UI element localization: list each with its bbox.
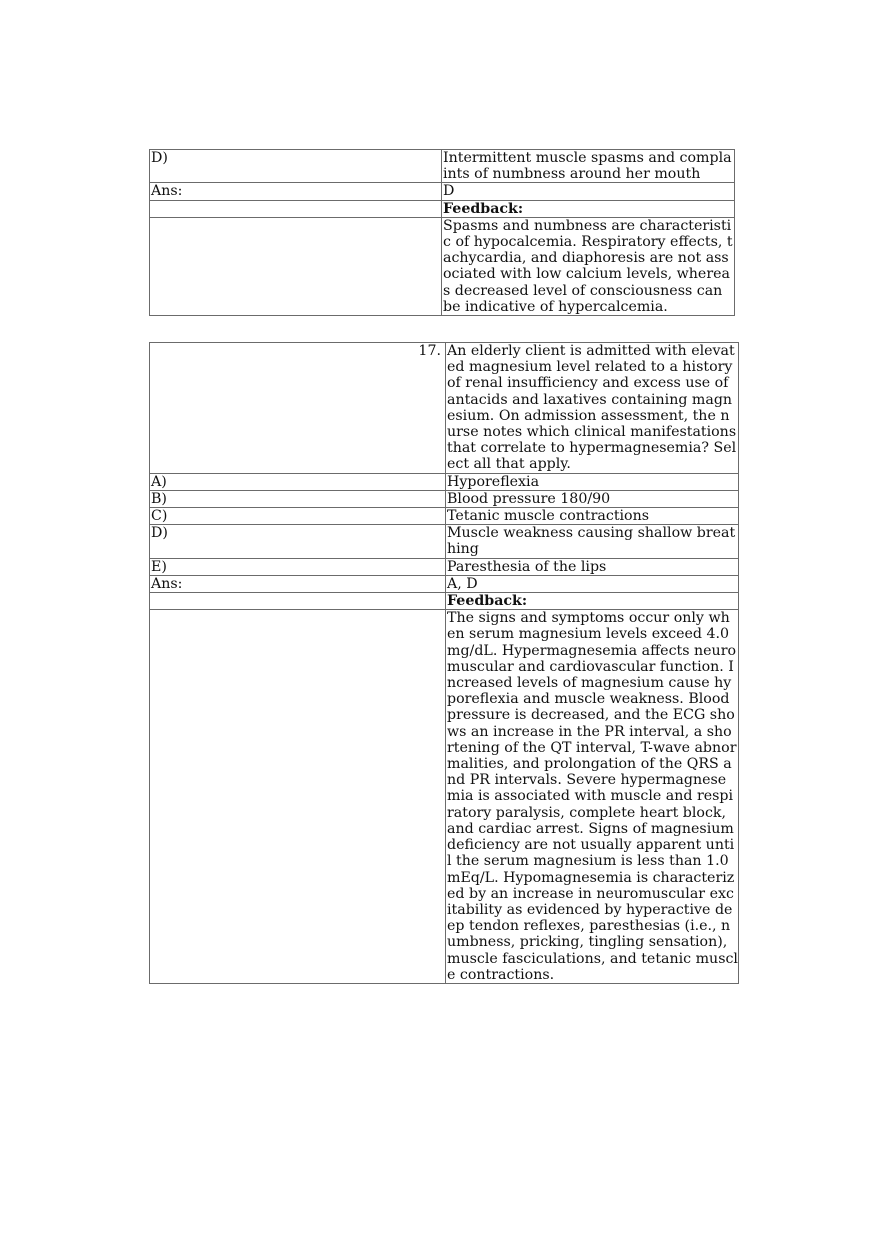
option-letter: A) bbox=[150, 473, 446, 490]
empty-cell bbox=[150, 200, 442, 217]
answer-label: Ans: bbox=[150, 183, 442, 200]
option-letter: D) bbox=[150, 525, 446, 558]
answer-value: A, D bbox=[446, 575, 739, 592]
question-stem: An elderly client is admitted with elevated magnesium level related to a history of renal insufficiency and excess use of antacids and laxatives containing magnesium. On admission assessment, the nurse notes which clinical manifestations that correlate to hypermagnesemia? Select all that apply. bbox=[446, 343, 739, 474]
option-text: Hyporeflexia bbox=[446, 473, 739, 490]
feedback-text: Spasms and numbness are characteristic of hypocalcemia. Respiratory effects, tachycardia, and diaphoresis are not associated with low calcium levels, whereas decreased level of consciousness can be indicative of hypercalcemia. bbox=[443, 217, 733, 315]
feedback-row bbox=[150, 610, 739, 984]
question-number: 17. bbox=[150, 343, 446, 474]
option-letter: E) bbox=[150, 558, 446, 575]
empty-cell bbox=[150, 217, 442, 315]
option-letter: D) bbox=[150, 150, 442, 183]
option-text: Intermittent muscle spasms and complaints of numbness around her mouth bbox=[442, 150, 735, 183]
option-letter: B) bbox=[150, 490, 446, 507]
feedback-row bbox=[150, 217, 735, 315]
empty-cell bbox=[150, 593, 446, 610]
feedback-header-row bbox=[150, 200, 735, 217]
option-row bbox=[150, 558, 739, 575]
option-row bbox=[150, 525, 739, 558]
question-16-table bbox=[149, 149, 735, 316]
option-text: Paresthesia of the lips bbox=[446, 558, 739, 575]
feedback-label: Feedback: bbox=[446, 593, 739, 610]
answer-row bbox=[150, 575, 739, 592]
answer-value: D bbox=[442, 183, 735, 200]
option-row bbox=[150, 150, 735, 183]
answer-label: Ans: bbox=[150, 575, 446, 592]
option-text: Muscle weakness causing shallow breathing bbox=[446, 525, 739, 558]
option-row bbox=[150, 473, 739, 490]
option-text: Tetanic muscle contractions bbox=[446, 508, 739, 525]
option-letter: C) bbox=[150, 508, 446, 525]
question-17-table bbox=[149, 342, 739, 984]
feedback-header-row bbox=[150, 593, 739, 610]
feedback-text: The signs and symptoms occur only when serum magnesium levels exceed 4.0 mg/dL. Hypermagnesemia affects neuromuscular and cardiovascular function. Increased levels of magnesium cause hyporeflexia and muscle weakness. Blood pressure is decreased, and the ECG shows an increase in the PR interval, a shortening of the QT interval, T-wave abnormalities, and prolongation of the QRS and PR intervals. Severe hypermagnesemia is associated with muscle and respiratory paralysis, complete heart block, and cardiac arrest. Signs of magnesium deficiency are not usually apparent until the serum magnesium is less than 1.0 mEq/L. Hypomagnesemia is characterized by an increase in neuromuscular excitability as evidenced by hyperactive deep tendon reflexes, paresthesias (i.e., numbness, pricking, tingling sensation), muscle fasciculations, and tetanic muscle contractions. bbox=[447, 610, 738, 983]
option-text: Blood pressure 180/90 bbox=[446, 490, 739, 507]
answer-row bbox=[150, 183, 735, 200]
option-row bbox=[150, 490, 739, 507]
empty-cell bbox=[150, 610, 446, 984]
option-row bbox=[150, 508, 739, 525]
feedback-label: Feedback: bbox=[442, 200, 735, 217]
question-row bbox=[150, 343, 739, 474]
